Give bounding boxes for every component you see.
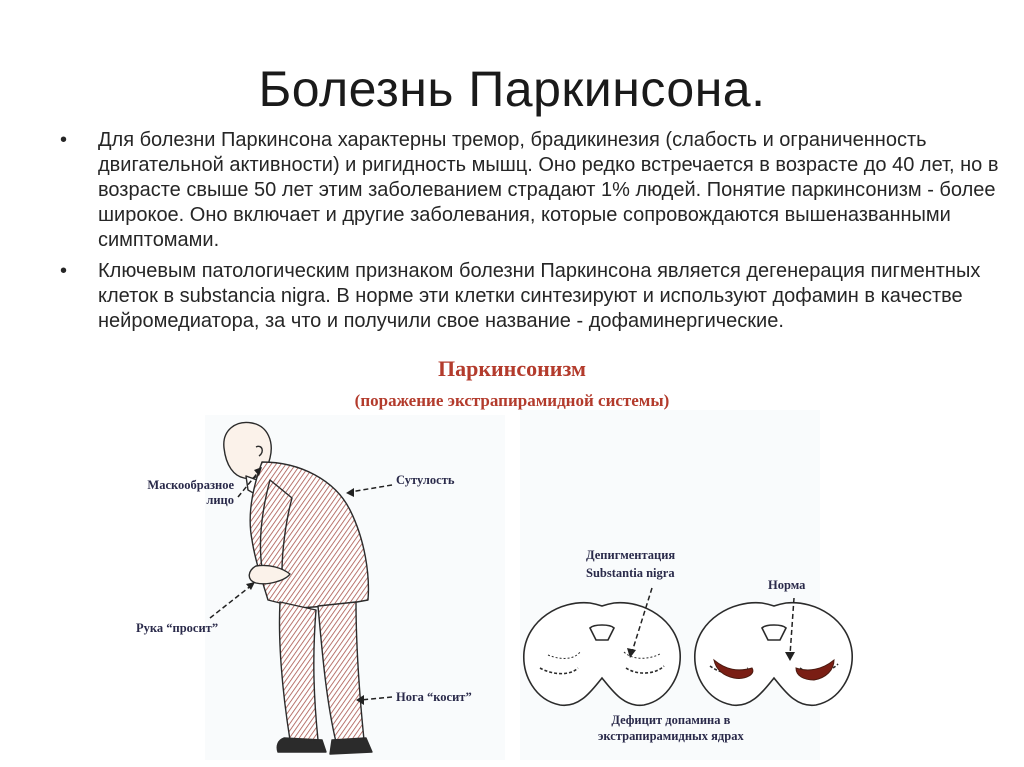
label-dopamine-deficit: Дефицит допамина в экстрапирамидных ядрах — [598, 713, 744, 743]
page-title: Болезнь Паркинсона. — [258, 61, 766, 117]
bullet-text: Ключевым патологическим признаком болезни Паркинсона является дегенерация пигментных клеток в substancia nigra. В норме эти клетки синтезируют и используют дофамин в качестве нейромедиатора, за что и получили свое название - дофаминергические. — [98, 260, 981, 332]
bullet-dot: • — [60, 129, 68, 151]
label-norm: Норма — [768, 578, 806, 592]
bullet-dot: • — [60, 260, 68, 282]
label-stoop: Сутулость — [396, 473, 455, 487]
label-mask-face: Маскообразное лицо — [147, 478, 234, 507]
label-hand: Рука “просит” — [136, 621, 219, 635]
midbrain-section-normal — [695, 603, 852, 706]
midbrain-section-depigmented — [524, 603, 680, 706]
bullet-text: Для болезни Паркинсона характерны тремор, брадикинезия (слабость и ограниченность двигательной активности) и ригидность мышц. Оно редко встречается в возрасте до 40 лет, но в возрасте свыше 50 лет этим заболеванием страдают 1% людей. Понятие паркинсонизм - более широкое. Оно включает и другие заболевания, которые сопровождаются вышеназванными симптомами. — [98, 129, 999, 251]
label-depigmentation: Депигментация Substantia nigra — [586, 548, 676, 580]
figure-subtitle: (поражение экстрапирамидной системы) — [354, 391, 670, 410]
figure-title: Паркинсонизм — [437, 356, 586, 381]
parkinson-patient-figure — [224, 422, 372, 754]
label-leg: Нога “косит” — [396, 690, 472, 704]
